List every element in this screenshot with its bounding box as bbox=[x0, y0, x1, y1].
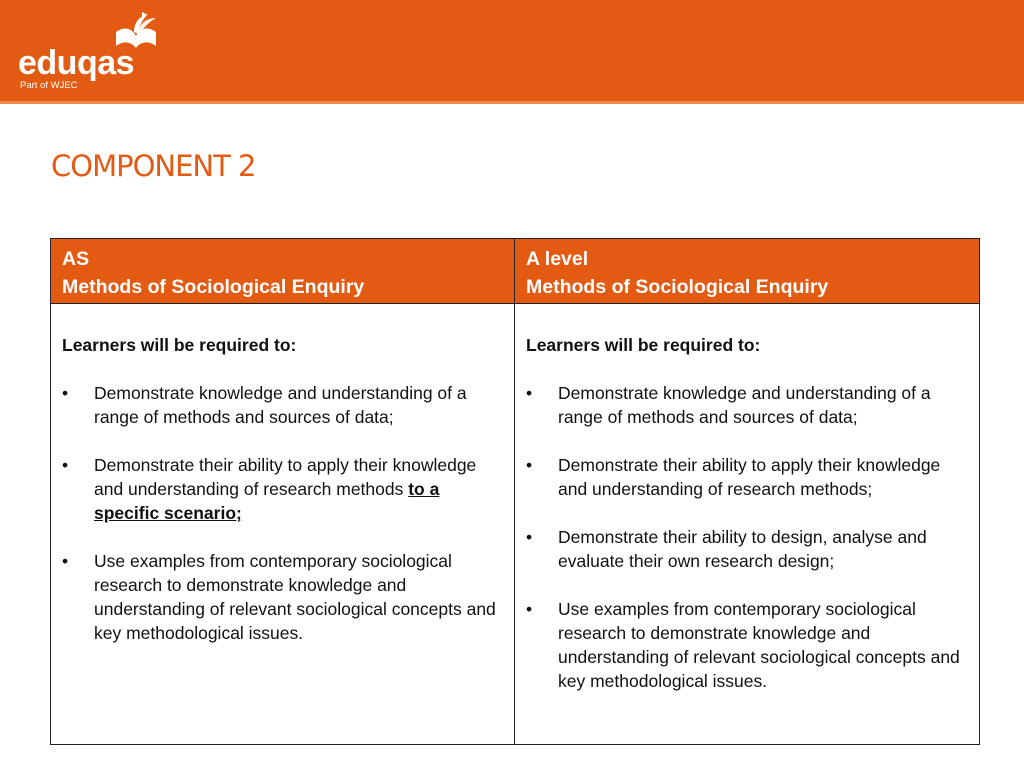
bullet-text: Demonstrate their ability to apply their knowledge and understanding of research methods; bbox=[558, 455, 941, 499]
as-column-cell bbox=[51, 304, 515, 745]
bullet-text: Demonstrate knowledge and understanding of a range of methods and sources of data; bbox=[94, 383, 467, 427]
list-item bbox=[62, 549, 504, 645]
page-title: COMPONENT 2 bbox=[51, 149, 256, 183]
emphasis-text: to a specific scenario; bbox=[94, 479, 440, 523]
alevel-level-label: A level bbox=[526, 248, 589, 270]
list-item bbox=[62, 381, 504, 429]
bullet-text: Use examples from contemporary sociological research to demonstrate knowledge and understanding of relevant sociological concepts and key methodological issues. bbox=[94, 551, 496, 643]
bullet-text: Demonstrate their ability to apply their knowledge and understanding of research methods bbox=[94, 455, 477, 499]
bullet-text: Use examples from contemporary sociological research to demonstrate knowledge and understanding of relevant sociological concepts and key methodological issues. bbox=[558, 599, 960, 691]
logo-wordmark: eduqas bbox=[18, 44, 135, 82]
bullet-icon: • bbox=[526, 527, 533, 547]
list-item bbox=[526, 453, 969, 501]
list-item bbox=[526, 597, 969, 693]
bullet-text: Demonstrate knowledge and understanding of a range of methods and sources of data; bbox=[558, 383, 931, 427]
alevel-bullet-list bbox=[526, 381, 969, 693]
bullet-icon: • bbox=[526, 455, 533, 475]
as-heading: Methods of Sociological Enquiry bbox=[62, 276, 365, 298]
as-level-label: AS bbox=[62, 248, 90, 270]
list-item bbox=[526, 381, 969, 429]
alevel-heading: Methods of Sociological Enquiry bbox=[526, 276, 829, 298]
table-body-row bbox=[51, 304, 980, 745]
as-column-header bbox=[51, 239, 515, 304]
bullet-text: Demonstrate their ability to design, analyse and evaluate their own research design; bbox=[558, 527, 927, 571]
banner-divider bbox=[0, 101, 1024, 104]
as-lead-text: Learners will be required to: bbox=[62, 335, 297, 355]
header-banner bbox=[0, 0, 1024, 101]
bullet-icon: • bbox=[62, 383, 69, 403]
component-table bbox=[50, 238, 980, 745]
bullet-icon: • bbox=[526, 599, 533, 619]
bullet-icon: • bbox=[62, 551, 69, 571]
eduqas-logo[interactable] bbox=[18, 12, 168, 92]
list-item bbox=[62, 453, 504, 525]
logo-subtext: Part of WJEC bbox=[20, 80, 78, 91]
list-item bbox=[526, 525, 969, 573]
alevel-column-cell bbox=[515, 304, 980, 745]
bullet-icon: • bbox=[526, 383, 533, 403]
as-bullet-list bbox=[62, 381, 504, 645]
open-book-icon bbox=[112, 12, 160, 48]
table-header-row bbox=[51, 239, 980, 304]
alevel-lead-text: Learners will be required to: bbox=[526, 335, 761, 355]
alevel-column-header bbox=[515, 239, 980, 304]
bullet-icon: • bbox=[62, 455, 69, 475]
